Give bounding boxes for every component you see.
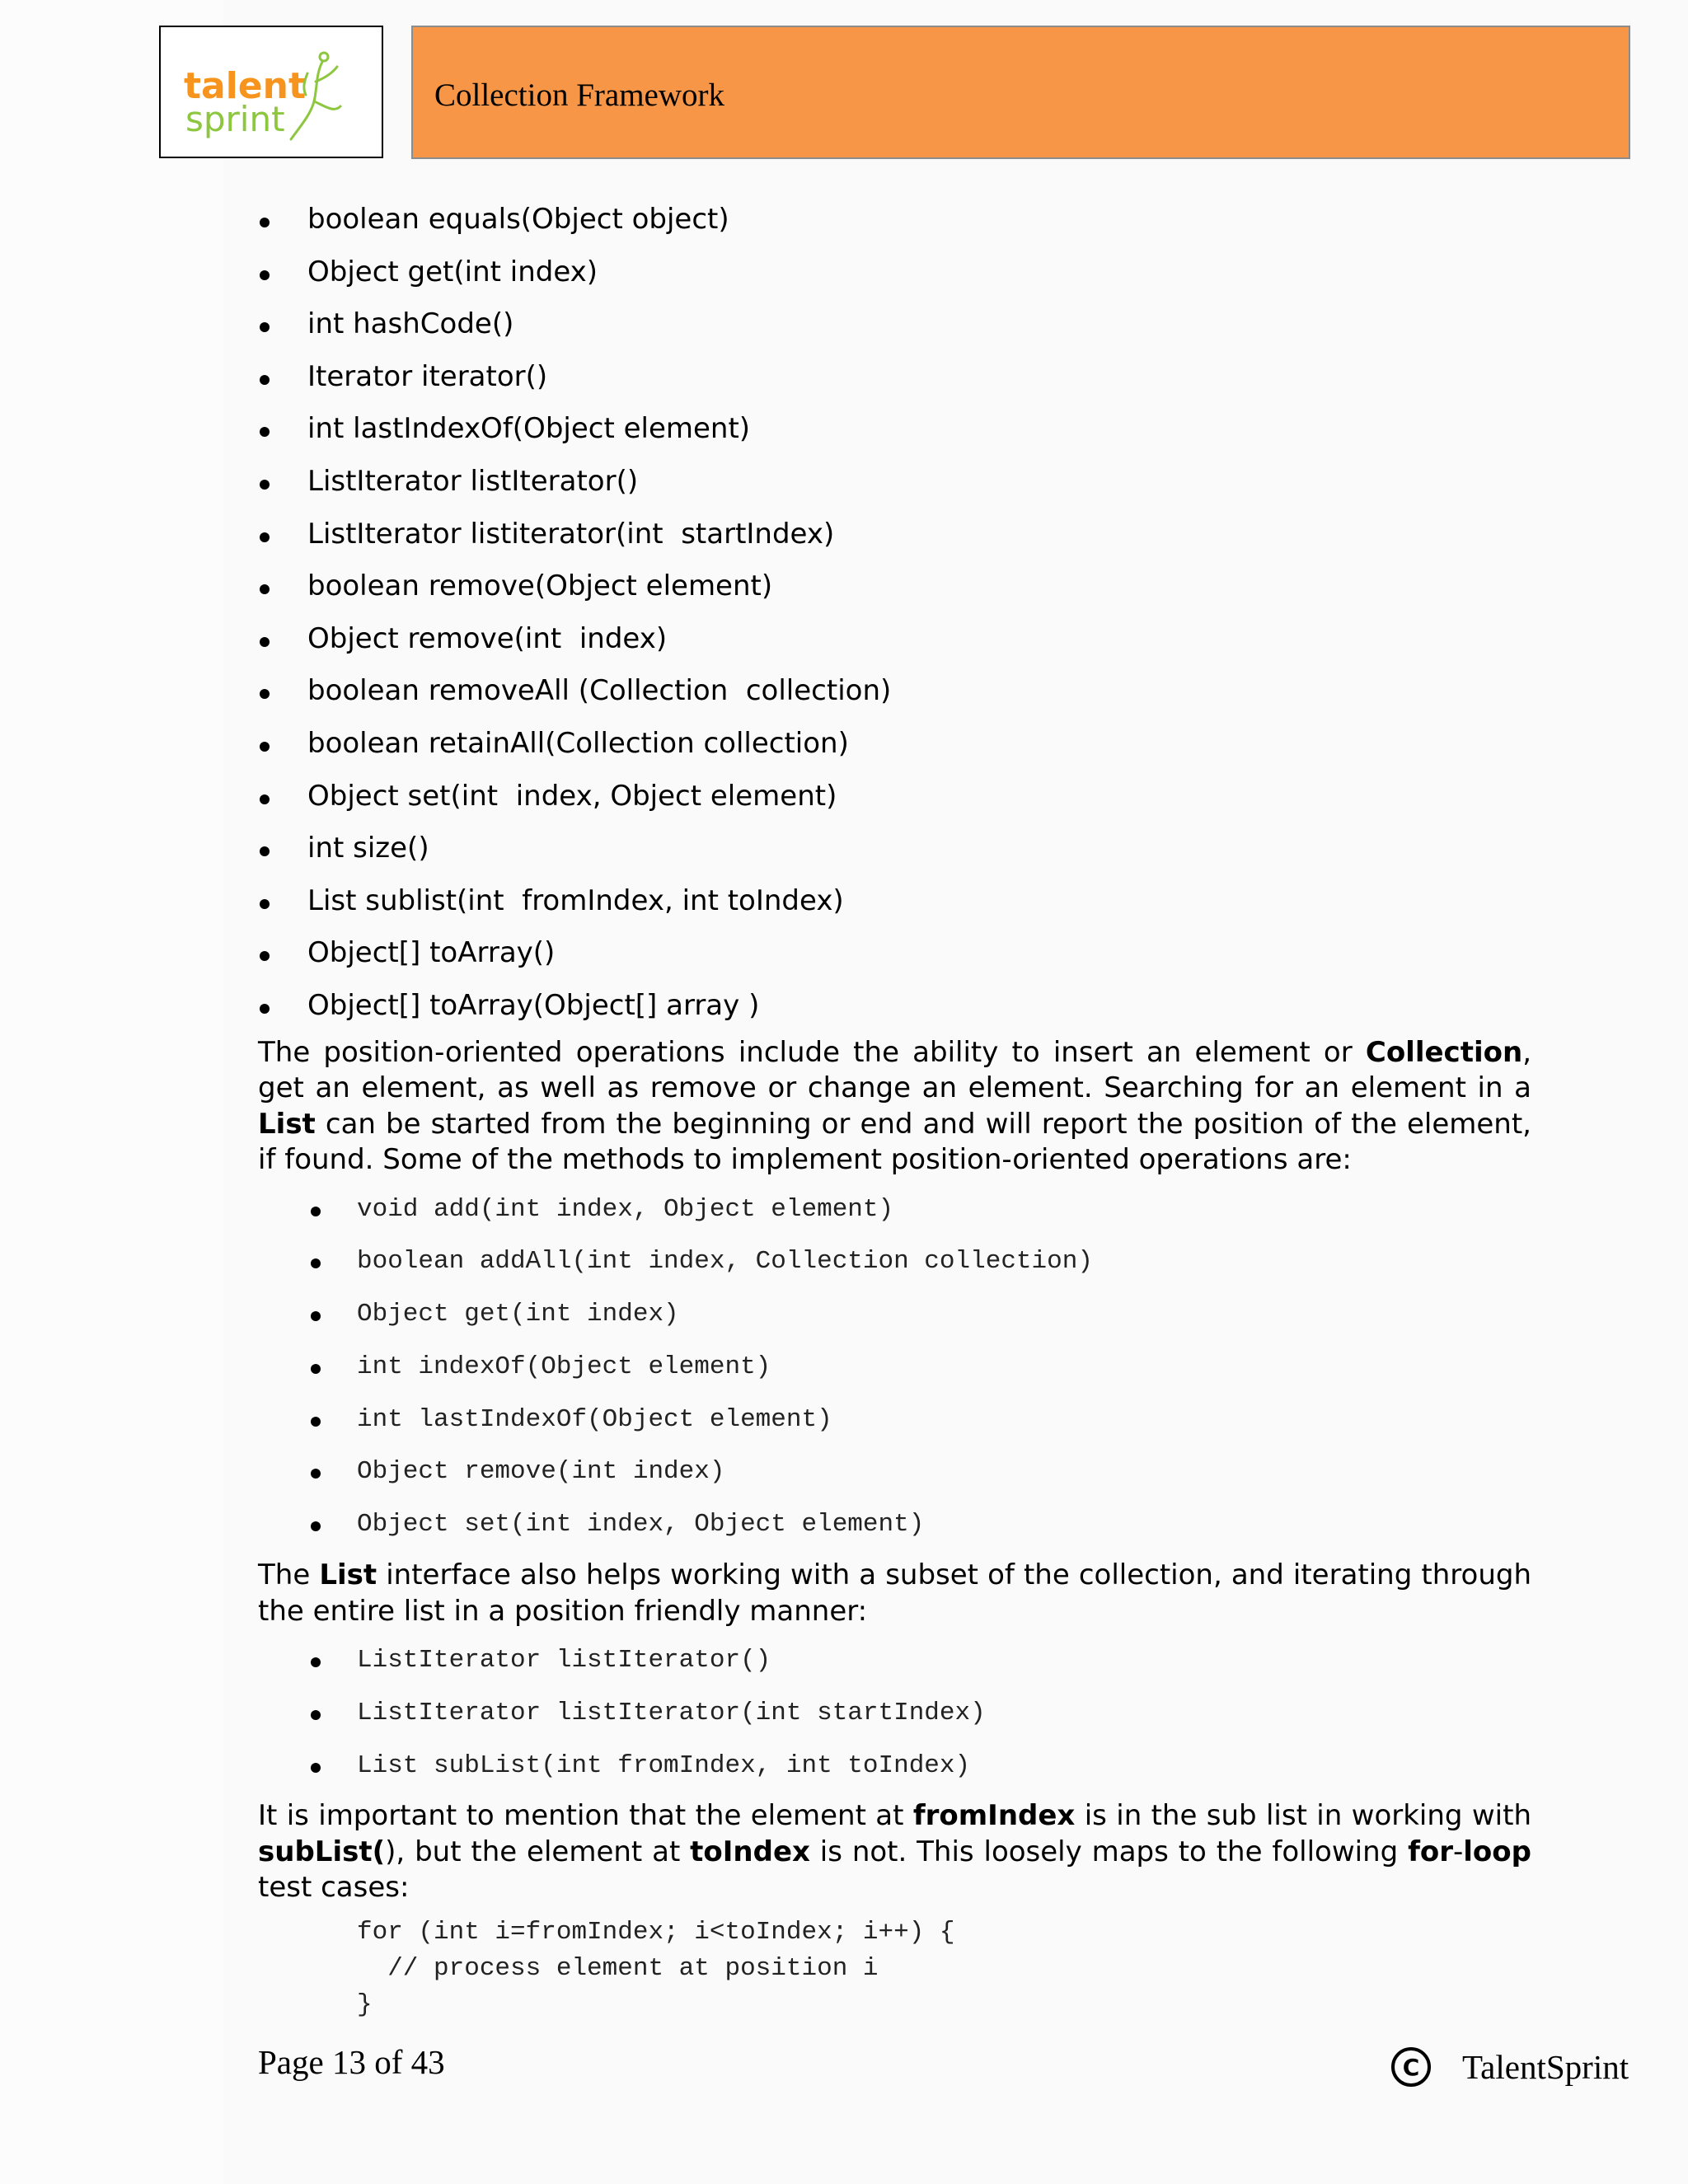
list-item: Object set(int index, Object element) — [258, 1505, 1531, 1558]
paragraph-position-operations: The position-oriented operations include the ability to insert an element or Collection, get an element, as well as remove or change an element. Searching for an element in a List can be started from the beginning or end and will report the position of the element, if found. Some of the methods to implement position-oriented operations are: — [258, 1035, 1531, 1176]
title-bar — [411, 26, 1630, 159]
bullet-icon — [260, 742, 270, 752]
list-item: int lastIndexOf(Object element) — [258, 405, 1531, 458]
bullet-icon — [260, 322, 270, 332]
page-number: Page 13 of 43 — [258, 2043, 445, 2081]
page-content — [258, 196, 1531, 2023]
list-item: int lastIndexOf(Object element) — [258, 1400, 1531, 1453]
code-line: for (int i=fromIndex; i<toIndex; i++) { — [357, 1917, 955, 1947]
paragraph-sublist-note: It is important to mention that the element at fromIndex is in the sub list in working with subList(), but the element at toIndex is not. This loosely maps to the following for-loop test cases: — [258, 1799, 1531, 1905]
list-item: Object get(int index) — [258, 249, 1531, 302]
bullet-icon — [260, 637, 270, 647]
list-item: boolean removeAll (Collection collection) — [258, 668, 1531, 720]
list-item: List sublist(int fromIndex, int toIndex) — [258, 878, 1531, 930]
document-title: Collection Framework — [434, 77, 725, 113]
code-line: // process element at position i — [357, 1953, 879, 1983]
method-list — [258, 196, 1531, 1035]
bullet-icon — [260, 375, 270, 385]
bullet-icon — [260, 270, 270, 280]
list-item: ListIterator listIterator(int startIndex) — [258, 1694, 1531, 1746]
bullet-icon — [311, 1207, 321, 1216]
bullet-icon — [311, 1710, 321, 1720]
bullet-icon — [260, 951, 270, 961]
position-method-list — [258, 1190, 1531, 1558]
list-item: int size() — [258, 825, 1531, 878]
bullet-icon — [260, 689, 270, 699]
brand-name: TalentSprint — [1462, 2048, 1629, 2086]
bullet-icon — [260, 532, 270, 542]
list-item: boolean retainAll(Collection collection) — [258, 720, 1531, 773]
list-item: ListIterator listIterator() — [258, 1641, 1531, 1694]
subset-method-list — [258, 1641, 1531, 1798]
bullet-icon — [260, 584, 270, 594]
bullet-icon — [260, 899, 270, 909]
talentsprint-logo — [184, 49, 362, 141]
bullet-icon — [311, 1469, 321, 1479]
list-item: ListIterator listiterator(int startIndex) — [258, 511, 1531, 564]
logo-box — [159, 26, 383, 158]
code-line: } — [357, 1990, 373, 2019]
bullet-icon — [311, 1364, 321, 1374]
list-item: boolean equals(Object object) — [258, 196, 1531, 249]
bullet-icon — [260, 480, 270, 490]
list-item: Object get(int index) — [258, 1295, 1531, 1347]
bullet-icon — [311, 1311, 321, 1321]
page-header — [0, 0, 1688, 165]
bullet-icon — [260, 1004, 270, 1014]
list-item: Object[] toArray() — [258, 930, 1531, 982]
bullet-icon — [311, 1657, 321, 1667]
logo-text-sprint: sprint — [185, 99, 285, 139]
bullet-icon — [311, 1258, 321, 1268]
bullet-icon — [260, 427, 270, 437]
bullet-icon — [311, 1763, 321, 1773]
list-item: Object set(int index, Object element) — [258, 773, 1531, 826]
paragraph-subset: The List interface also helps working with a subset of the collection, and iterating through the entire list in a position friendly manner: — [258, 1558, 1531, 1628]
list-item: boolean addAll(int index, Collection collection) — [258, 1242, 1531, 1295]
bullet-icon — [260, 218, 270, 227]
code-block — [357, 1915, 1531, 2023]
logo-text-talent: talent — [184, 65, 307, 107]
list-item: Object remove(int index) — [258, 1452, 1531, 1505]
copyright-icon: C — [1391, 2047, 1431, 2087]
list-item: Object[] toArray(Object[] array ) — [258, 982, 1531, 1035]
list-item: ListIterator listIterator() — [258, 458, 1531, 511]
bullet-icon — [260, 794, 270, 804]
list-item: boolean remove(Object element) — [258, 563, 1531, 616]
footer-brand — [1391, 2042, 1629, 2092]
list-item: void add(int index, Object element) — [258, 1190, 1531, 1243]
list-item: int hashCode() — [258, 301, 1531, 354]
bullet-icon — [311, 1417, 321, 1427]
list-item: Iterator iterator() — [258, 354, 1531, 406]
bullet-icon — [260, 846, 270, 856]
list-item: List subList(int fromIndex, int toIndex) — [258, 1746, 1531, 1799]
list-item: Object remove(int index) — [258, 616, 1531, 668]
list-item: int indexOf(Object element) — [258, 1347, 1531, 1400]
bullet-icon — [311, 1521, 321, 1531]
